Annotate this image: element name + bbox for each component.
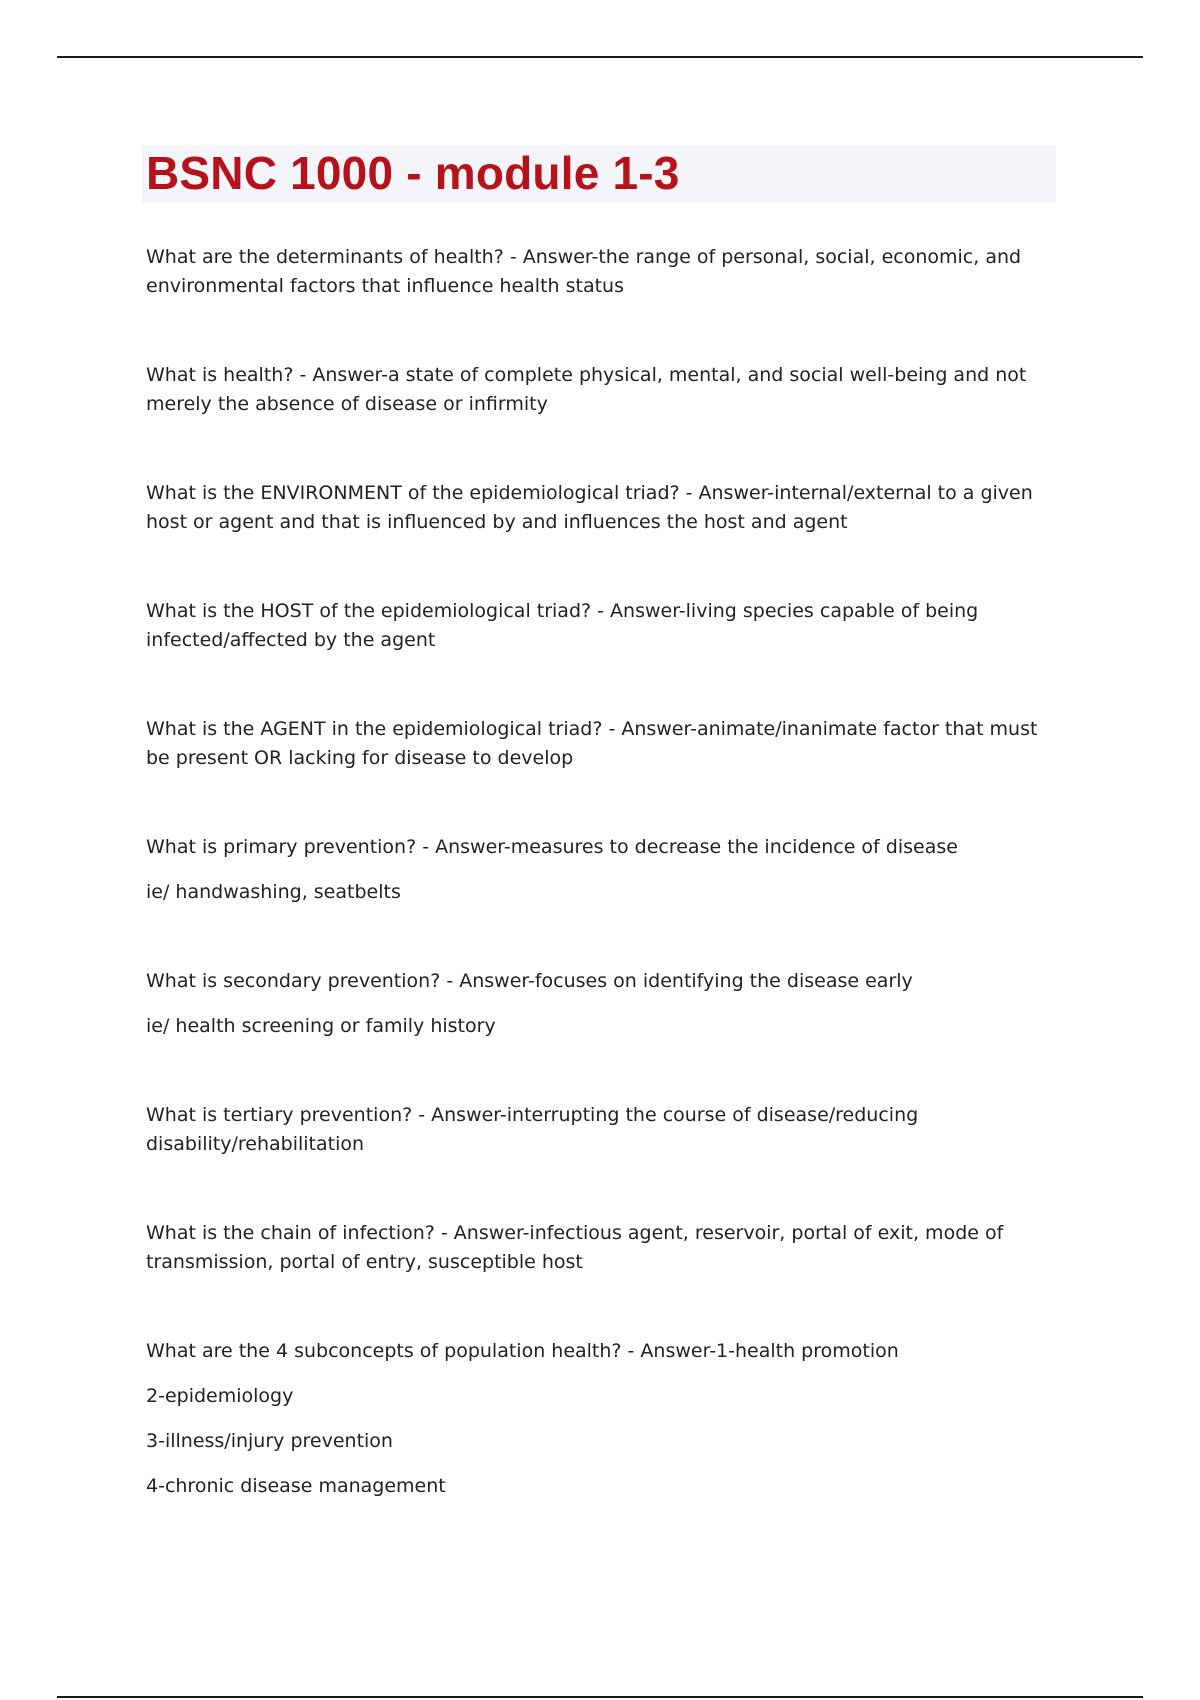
qa-text: What is the ENVIRONMENT of the epidemiological triad? - Answer-internal/external to a given host or agent and that is influenced by and influences the host and agent xyxy=(146,482,1033,533)
qa-list-line: 3-illness/injury prevention xyxy=(146,1430,393,1452)
qa-list-line: 4-chronic disease management xyxy=(146,1475,446,1497)
qa-text: What is primary prevention? - Answer-measures to decrease the incidence of disease xyxy=(146,836,958,858)
qa-item xyxy=(146,715,1066,773)
qa-text: What is the AGENT in the epidemiological triad? - Answer-animate/inanimate factor that must be present OR lacking for disease to develop xyxy=(146,718,1038,769)
qa-text: What is health? - Answer-a state of complete physical, mental, and social well-being and not merely the absence of disease or infirmity xyxy=(146,364,1027,415)
qa-item xyxy=(146,833,1066,907)
qa-text: What is secondary prevention? - Answer-focuses on identifying the disease early xyxy=(146,970,913,992)
qa-text: What is the chain of infection? - Answer-infectious agent, reservoir, portal of exit, mode of transmission, portal of entry, susceptible host xyxy=(146,1222,1004,1273)
qa-text: What are the determinants of health? - Answer-the range of personal, social, economic, and environmental factors that influence health status xyxy=(146,246,1022,297)
qa-item xyxy=(146,1219,1066,1277)
qa-text: What are the 4 subconcepts of population health? - Answer-1-health promotion xyxy=(146,1340,899,1362)
qa-example: ie/ health screening or family history xyxy=(146,1015,496,1037)
qa-text: What is the HOST of the epidemiological triad? - Answer-living species capable of being infected/affected by the agent xyxy=(146,600,979,651)
qa-item xyxy=(146,243,1066,301)
qa-item xyxy=(146,361,1066,419)
top-divider xyxy=(57,56,1143,58)
qa-item xyxy=(146,479,1066,537)
qa-item xyxy=(146,597,1066,655)
qa-item xyxy=(146,967,1066,1041)
qa-example: ie/ handwashing, seatbelts xyxy=(146,881,401,903)
qa-list xyxy=(146,243,1066,1501)
qa-item xyxy=(146,1101,1066,1159)
qa-text: What is tertiary prevention? - Answer-interrupting the course of disease/reducing disability/rehabilitation xyxy=(146,1104,919,1155)
bottom-divider xyxy=(57,1696,1143,1698)
qa-item xyxy=(146,1337,1066,1501)
document-title: BSNC 1000 - module 1-3 xyxy=(146,147,680,199)
qa-list-line: 2-epidemiology xyxy=(146,1385,294,1407)
